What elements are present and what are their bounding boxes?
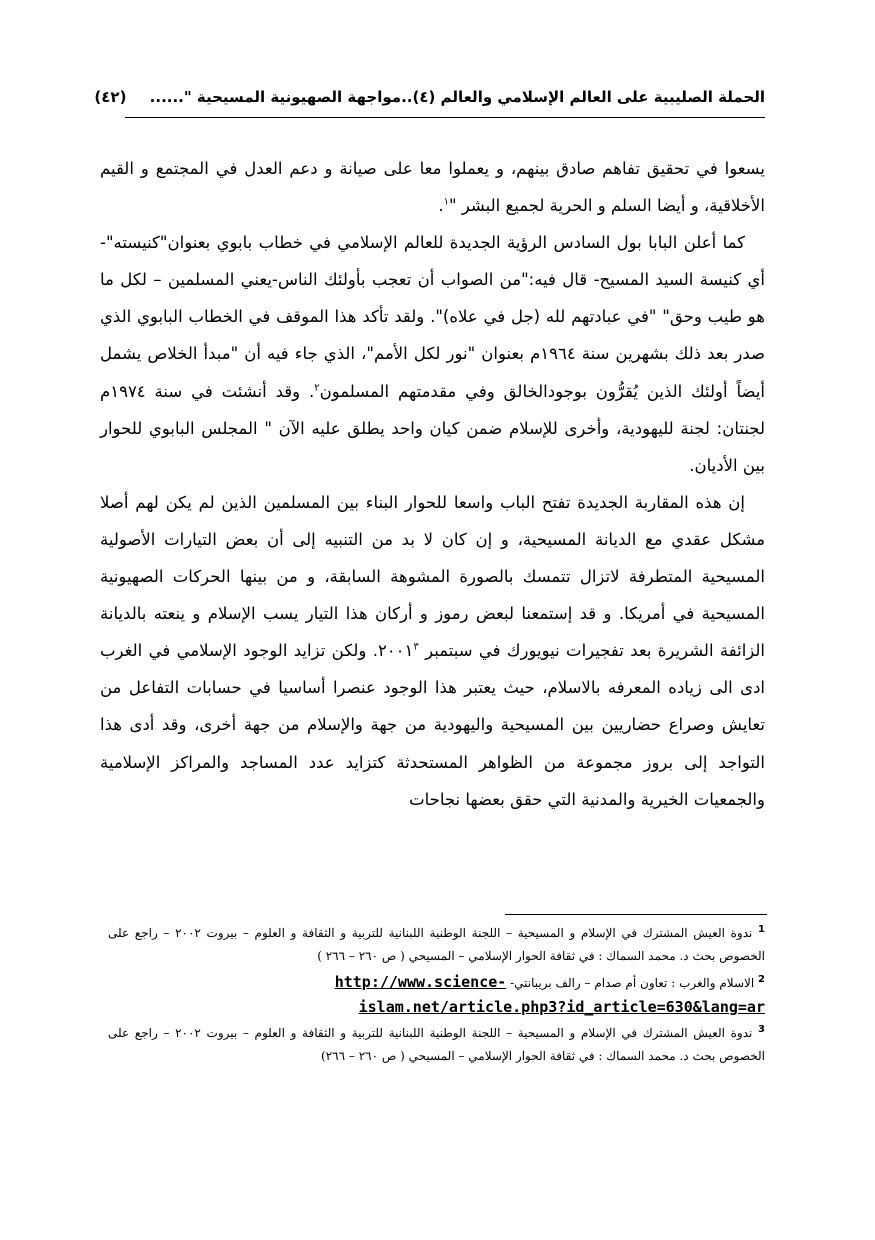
- paragraph-1-text: يسعوا في تحقيق تفاهم صادق بينهم، و يعملوا معا على صيانة و دعم العدل في المجتمع و القيم الأخلاقية، و أيضا السلم و الحرية لجميع البشر ": [100, 159, 765, 216]
- paragraph-1: [100, 150, 765, 224]
- footnote-ref-3[interactable]: ٣: [413, 641, 419, 653]
- paragraph-2-text-a: كما أعلن البابا بول السادس الرؤية الجديدة للعالم الإسلامي في خطاب بابوي بعنوان"كنيسته"-أي كنيسة السيد المسيح- قال فيه:"من الصواب أن تعجب بأولئك الناس-يعني المسلمين – لكل ما هو طيب وحق" "في عبادتهم لله (جل في علاه)". ولقد تأكد هذا الموقف في الخطاب البابوي الذي صدر بعد ذلك بشهرين سنة ١٩٦٤م بعنوان "نور لكل الأمم"، الذي جاء فيه أن "مبدأ الخلاص يشمل أيضاً أولئك الذين يُقرُّون بوجودالخالق وفي مقدمتهم المسلمون: [100, 233, 765, 401]
- footnote-number: 1: [758, 924, 765, 935]
- main-body: [100, 150, 765, 818]
- paragraph-3: [100, 484, 765, 818]
- paragraph-1-end: .: [438, 196, 444, 216]
- footnote-number: 3: [758, 1024, 765, 1035]
- footnote-2: [108, 970, 765, 1020]
- footnote-link-continued[interactable]: islam.net/article.php3?id_article=630&lang=ar: [358, 998, 765, 1016]
- footnote-text: ندوة العيش المشترك في الإسلام و المسيحية – اللجنة الوطنية اللبنانية للتربية و الثقافة و العلوم – بيروت ٢٠٠٢ – راجع على الخصوص بحث د. محمد السماك : في ثقافة الحوار الإسلامي – المسيحي ( ص ٢٦٠ – ٢٦٦ ): [108, 926, 765, 963]
- footnote-number: 2: [758, 974, 765, 985]
- footnote-text: الاسلام والغرب : تعاون أم صدام – رالف بريبانتي-: [506, 976, 755, 990]
- footnote-text: ندوة العيش المشترك في الإسلام و المسيحية – اللجنة الوطنية اللبنانية للتربية و الثقافة و العلوم – بيروت ٢٠٠٢ – راجع على الخصوص بحث د. محمد السماك : في ثقافة الحوار الإسلامي – المسيحي ( ص ٢٦٠ – ٢٦٦): [108, 1026, 765, 1063]
- header-title: الحملة الصليبية على العالم الإسلامي والعالم (٤)..مواجهة الصهيونية المسيحية "......: [149, 88, 765, 106]
- footnote-link[interactable]: http://www.science-: [334, 973, 507, 991]
- running-header: [94, 88, 765, 116]
- footnote-1: [108, 922, 765, 968]
- footnote-separator: [505, 914, 767, 915]
- paragraph-3-text-b: . ولكن تزايد الوجود الإسلامي في الغرب ادى الى زياده المعرفه بالاسلام، حيث يعتبر هذا الوجود عنصرا أساسيا في حسابات التفاعل من تعايش وصراع حضاريين بين المسيحية واليهودية من جهة والإسلام من جهة أخرى، وقد أدى هذا التواجد إلى بروز مجموعة من الظواهر المستحدثة كتزايد عدد المساجد والمراكز الإسلامية والجمعيات الخيرية والمدنية التي حقق بعضها نجاحات: [100, 641, 765, 809]
- footnotes-section: [108, 922, 765, 1070]
- footnote-ref-2[interactable]: ٢: [314, 382, 320, 394]
- paragraph-2: [100, 224, 765, 484]
- footnote-ref-1[interactable]: ١: [443, 196, 449, 208]
- footnote-3: [108, 1022, 765, 1068]
- header-divider: [125, 117, 765, 118]
- paragraph-2-text-b: . وقد أنشئت في سنة ١٩٧٤م لجنتان: لجنة لليهودية، وأخرى للإسلام ضمن كيان واحد يطلق عليه الآن " المجلس البابوي للحوار بين الأديان.: [100, 381, 765, 475]
- paragraph-3-text-a: إن هذه المقاربة الجديدة تفتح الباب واسعا للحوار البناء بين المسلمين الذين لم يكن لهم أصلا مشكل عقدي مع الديانة المسيحية، و إن كان لا بد من التنبيه إلى أن بعض التيارات الأصولية المسيحية المتطرفة لاتزال تتمسك بالصورة المشوهة السابقة، و من بينها الحركات الصهيونية المسيحية في أمريكا. و قد إستمعنا لبعض رموز و أركان هذا التيار يسب الإسلام و ينعته بالديانة الزائفة الشريرة بعد تفجيرات نيويورك في سبتمبر ٢٠٠١: [100, 492, 765, 661]
- page-number: (٤٢): [94, 88, 127, 106]
